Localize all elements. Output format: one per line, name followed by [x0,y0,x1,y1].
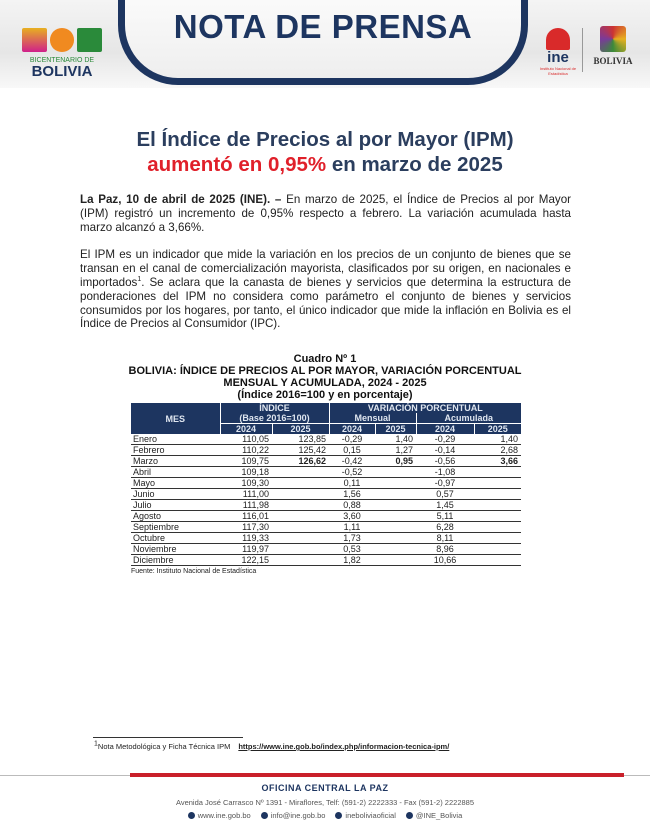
table-captions [100,353,550,401]
value-cell [272,467,329,478]
value-cell: 1,27 [375,445,416,456]
value-cell: 110,22 [220,445,272,456]
value-cell: -0,42 [329,456,375,467]
value-cell: -0,52 [329,467,375,478]
value-cell: 1,45 [416,500,474,511]
value-cell: 0,95 [375,456,416,467]
value-cell [474,555,521,566]
value-cell: 8,96 [416,544,474,555]
document-body [0,127,650,576]
value-cell: 111,00 [220,489,272,500]
table-row [131,555,521,566]
value-cell: 8,11 [416,533,474,544]
month-cell: Diciembre [131,555,220,566]
paragraph-2: El IPM es un indicador que mide la variación en los precios de un conjunto de bienes que se transan en el canal de comercialización mayorista, clasificados por su origen, en nacionales e importados$^1$. Se aclara que la canasta de bienes y servicios que determina la estructura de ponderaciones del IPM no considera como parámetro el conjunto de bienes y servicios consumidos por los hogares, por tanto, el único indicador que mide la inflación en Bolivia es el Índice de Precios al Consumidor (IPC). [80,248,571,331]
month-cell: Septiembre [131,522,220,533]
table-title-2: MENSUAL Y ACUMULADA, 2024 - 2025 [223,377,427,390]
value-cell [474,467,521,478]
value-cell: 117,30 [220,522,272,533]
value-cell: 0,11 [329,478,375,489]
table-subtitle: (Índice 2016=100 y en porcentaje) [237,389,413,402]
value-cell: 116,01 [220,511,272,522]
value-cell [375,511,416,522]
value-cell [375,467,416,478]
month-cell: Mayo [131,478,220,489]
value-cell: 3,60 [329,511,375,522]
value-cell [272,555,329,566]
value-cell: -1,08 [416,467,474,478]
month-cell: Febrero [131,445,220,456]
footer-contacts [0,811,650,821]
value-cell [375,522,416,533]
value-cell: -0,56 [416,456,474,467]
header-year: 2024 [416,424,474,435]
headline-line1: El Índice de Precios al por Mayor (IPM) [136,128,514,151]
header-mensual: Mensual [329,413,416,424]
table-row [131,456,521,467]
value-cell: -0,97 [416,478,474,489]
month-cell: Abril [131,467,220,478]
value-cell: 119,97 [220,544,272,555]
footnote-link[interactable]: https://www.ine.gob.bo/index.php/informacion-tecnica-ipm/ [238,742,450,751]
bicentenario-logo: BICENTENARIO DE BOLIVIA [22,28,102,79]
header-year: 2025 [272,424,329,435]
month-cell: Julio [131,500,220,511]
press-note-banner: NOTA DE PRENSA [118,0,528,85]
value-cell [474,511,521,522]
header-mes: MES [131,403,220,434]
ine-logo: ine Instituto Nacional de Estadística [536,28,580,76]
table-caption: Cuadro Nº 1 [293,353,357,366]
table-row [131,533,521,544]
value-cell: 109,18 [220,467,272,478]
value-cell [474,478,521,489]
header-variacion: VARIACIÓN PORCENTUAL [329,403,521,413]
value-cell [272,544,329,555]
month-cell: Marzo [131,456,220,467]
globe-icon [188,812,195,819]
value-cell: 122,15 [220,555,272,566]
table-row [131,522,521,533]
value-cell: 119,33 [220,533,272,544]
value-cell: 125,42 [272,445,329,456]
headline-line2: aumentó en 0,95% en marzo de 2025 [147,153,503,176]
header-year: 2024 [220,424,272,435]
logo-divider [582,28,583,72]
month-cell: Octubre [131,533,220,544]
value-cell: 109,75 [220,456,272,467]
value-cell: 1,40 [474,434,521,445]
value-cell: 1,56 [329,489,375,500]
email-icon [261,812,268,819]
header-year: 2025 [474,424,521,435]
table-row [131,500,521,511]
table-row [131,544,521,555]
value-cell: 10,66 [416,555,474,566]
table-title: BOLIVIA: ÍNDICE DE PRECIOS AL POR MAYOR, VARIACIÓN PORCENTUAL [128,365,522,378]
value-cell: 0,57 [416,489,474,500]
value-cell [272,511,329,522]
value-cell: 0,53 [329,544,375,555]
value-cell: -0,29 [416,434,474,445]
ipm-table [131,403,521,566]
value-cell [474,489,521,500]
value-cell: 1,82 [329,555,375,566]
header-acumulada: Acumulada [416,413,521,424]
value-cell: 1,40 [375,434,416,445]
month-cell: Agosto [131,511,220,522]
header-year: 2025 [375,424,416,435]
facebook-icon [335,812,342,819]
value-cell: -0,29 [329,434,375,445]
value-cell: 5,11 [416,511,474,522]
table-row [131,445,521,456]
value-cell [474,500,521,511]
header-indice: ÍNDICE [220,403,329,413]
value-cell: 2,68 [474,445,521,456]
month-cell: Enero [131,434,220,445]
table-row [131,511,521,522]
value-cell: 109,30 [220,478,272,489]
value-cell [272,489,329,500]
table-row [131,478,521,489]
value-cell: 111,98 [220,500,272,511]
value-cell [375,489,416,500]
value-cell: 126,62 [272,456,329,467]
value-cell [375,544,416,555]
footnote-divider [93,737,243,738]
facebook-link[interactable]: ineboliviaoficial [335,811,395,821]
value-cell: 1,73 [329,533,375,544]
value-cell: -0,14 [416,445,474,456]
value-cell: 110,05 [220,434,272,445]
table-row [131,467,521,478]
value-cell: 6,28 [416,522,474,533]
value-cell [272,478,329,489]
table-row [131,489,521,500]
footer-red-bar [130,773,624,777]
value-cell [272,522,329,533]
value-cell [375,533,416,544]
bolivia-state-logo: BOLIVIA [588,26,638,66]
value-cell: 3,66 [474,456,521,467]
footer-office: OFICINA CENTRAL LA PAZ [261,783,389,793]
twitter-icon [406,812,413,819]
header-base: (Base 2016=100) [220,413,329,424]
header-year: 2024 [329,424,375,435]
value-cell [272,500,329,511]
value-cell [474,544,521,555]
value-cell [474,533,521,544]
value-cell: 123,85 [272,434,329,445]
footnote: $^1$Nota Metodológica y Ficha Técnica IPM https://www.ine.gob.bo/index.php/informacion-tecnica-ipm/ [94,740,450,751]
value-cell [375,478,416,489]
table-source: Fuente: Instituto Nacional de Estadística [131,568,257,576]
value-cell [474,522,521,533]
value-cell: 0,15 [329,445,375,456]
month-cell: Noviembre [131,544,220,555]
twitter-link[interactable]: @INE_Bolivia [406,811,462,821]
value-cell [375,555,416,566]
value-cell [375,500,416,511]
value-cell [272,533,329,544]
table-wrapper [131,403,521,576]
footer-address: Avenida José Carrasco Nº 1391 - Miraflores, Telf: (591-2) 2222333 - Fax (591-2) 2222885 [175,798,475,807]
table-row [131,434,521,445]
paragraph-1: La Paz, 10 de abril de 2025 (INE). – En marzo de 2025, el Índice de Precios al por Mayor (IPM) registró un incremento de 0,95% respecto a febrero. La variación acumulada hasta marzo alcanzó a 3,66%. [80,193,571,234]
web-link[interactable]: www.ine.gob.bo [188,811,251,821]
page-header [0,0,650,88]
value-cell: 1,11 [329,522,375,533]
email-link[interactable]: info@ine.gob.bo [261,811,326,821]
month-cell: Junio [131,489,220,500]
value-cell: 0,88 [329,500,375,511]
